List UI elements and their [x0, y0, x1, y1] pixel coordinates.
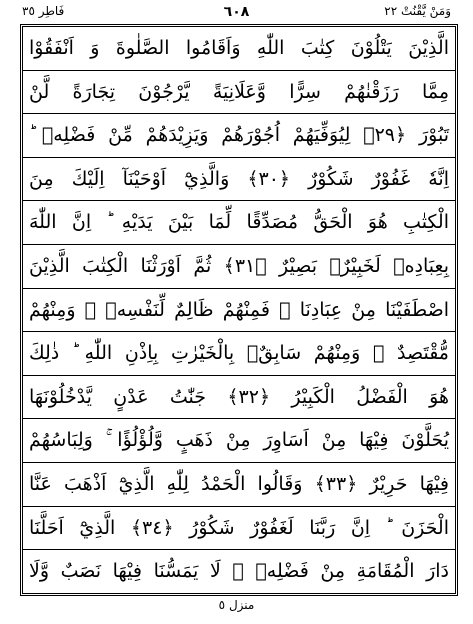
juz-name: وَمَنْ يَّقْنُتْ ٢٢ [384, 4, 451, 18]
text-line: تَبُوْرَ ﴿٢٩﴾ لِيُوَفِّيَهُمْ اُجُوْرَهُمْ وَيَزِيْدَهُمْ مِّنْ فَضْلِهٖ ؕ [23, 114, 455, 158]
text-line: فِيْهَا حَرِيْرٌ ﴿٣٣﴾ وَقَالُوا الْحَمْدُ لِلّٰهِ الَّذِيْٓ اَذْهَبَ عَنَّا [23, 463, 455, 507]
text-line: الَّذِيْنَ يَتْلُوْنَ كِتٰبَ اللّٰهِ وَاَقَامُوا الصَّلٰوةَ وَ اَنْفَقُوْا [23, 27, 455, 71]
surah-name: فَاطِر ٣٥ [22, 4, 65, 18]
text-line: اِنَّهٗ غَفُوْرٌ شَكُوْرٌ ﴿٣٠﴾ وَالَّذِيْٓ اَوْحَيْنَآ اِلَيْكَ مِنَ [23, 158, 455, 202]
text-line: دَارَ الْمُقَامَةِ مِنْ فَضْلِهٖ ۚ لَا يَمَسُّنَا فِيْهَا نَصَبٌ وَّلَا [29, 560, 449, 583]
text-line: مُّقْتَصِدٌ ۚ وَمِنْهُمْ سَابِقٌۢ بِالْخَيْرٰتِ بِاِذْنِ اللّٰهِ ؕ ذٰلِكَ [23, 332, 455, 376]
text-line: الْحَزَنَ ؕ اِنَّ رَبَّنَا لَغَفُوْرٌ شَكُوْرُ ﴿٣٤﴾ الَّذِيْٓ اَحَلَّنَا [23, 507, 455, 551]
text-line: الْكِتٰبِ هُوَ الْحَقُّ مُصَدِّقًا لِّمَا بَيْنَ يَدَيْهِ ؕ اِنَّ اللّٰهَ [23, 201, 455, 245]
text-line: هُوَ الْفَضْلُ الْكَبِيْرُ ﴿٣٢﴾ جَنّٰتُ عَدْنٍ يَّدْخُلُوْنَهَا [23, 376, 455, 420]
page-header [0, 4, 473, 26]
text-line: يُحَلَّوْنَ فِيْهَا مِنْ اَسَاوِرَ مِنْ ذَهَبٍ وَّلُؤْلُؤًا ۚ وَلِبَاسُهُمْ [23, 419, 455, 463]
manzil-footer: منزل ٥ [218, 598, 255, 612]
text-line: اصْطَفَيْنَا مِنْ عِبَادِنَا ۚ فَمِنْهُمْ ظَالِمٌ لِّنَفْسِهٖ ۚ وَمِنْهُمْ [23, 289, 455, 333]
text-line: مِمَّا رَزَقْنٰهُمْ سِرًّا وَّعَلَانِيَةً يَّرْجُوْنَ تِجَارَةً لَّنْ [23, 71, 455, 115]
page-number: ٦٠٨ [223, 4, 250, 20]
text-line: بِعِبَادِهٖ لَخَبِيْرٌۢ بَصِيْرٌ ﴿٣١﴾ ثُمَّ اَوْرَثْنَا الْكِتٰبَ الَّذِيْنَ [23, 245, 455, 289]
text-frame [20, 24, 458, 596]
